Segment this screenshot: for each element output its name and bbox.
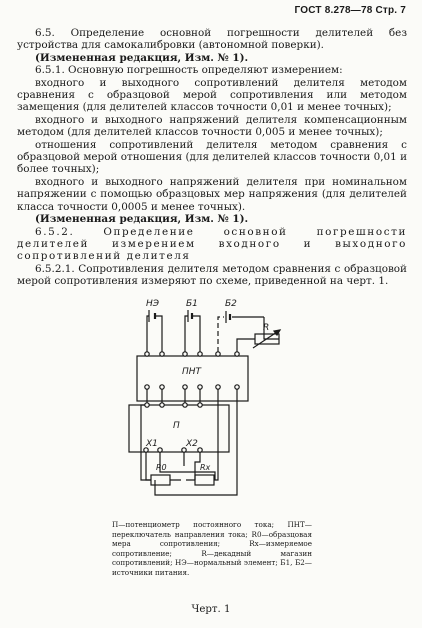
amendment-note-2: (Измененная редакция, Изм. № 1).: [35, 213, 249, 226]
x1-label: Х1: [146, 439, 158, 449]
b1-battery: [185, 310, 200, 352]
rx-label: Rx: [200, 463, 211, 472]
paragraph-6-5-2: 6.5.2. Определение основной погрешности делителей измерением входного и выходного сопротивлений делителя: [17, 225, 407, 263]
paragraph-6-5: 6.5. Определение основной погрешности делителей без устройства для самокалибровки (автономной поверки).: [17, 27, 407, 52]
pnt-bottom-terminals: [145, 385, 239, 389]
b1-label: Б1: [186, 299, 198, 309]
r-label: R: [263, 323, 270, 333]
figure-caption: П—потенциометр постоянного тока; ПНТ—переключатель направления тока; R0—образцовая мера сопротивления; Rx—измеряемое сопротивление; R—декадный магазин сопротивлений; НЭ—нормальный элемент; Б1, Б2—источники питания.: [112, 520, 312, 577]
x2-label: Х2: [186, 439, 198, 449]
item-resistance: входного и выходного сопротивлений делителя методом сравнения с образцовой мерой сопротивления или методом замещения (для делителей классов точности 0,01 и менее точных);: [17, 76, 407, 114]
pnt-label: ПНТ: [182, 367, 202, 377]
b2-circuit: [218, 311, 280, 352]
b2-label: Б2: [225, 299, 237, 309]
rx-resistor: [195, 475, 214, 485]
paragraph-6-5-2-1: 6.5.2.1. Сопротивления делителя методом сравнения с образцовой мерой сопротивления измеряют по схеме, приведенной на черт. 1.: [17, 262, 407, 288]
item-ratio: отношения сопротивлений делителя методом сравнения с образцовой мерой отношения (для делителей классов точности 0,01 и более точных);: [17, 138, 407, 176]
item-voltage: входного и выходного напряжений делителя при номинальном напряжении с помощью образцовых мер напряжения (для делителей класса точности 0,0005 и менее точных).: [17, 175, 407, 213]
paragraph-6-5-1: 6.5.1. Основную погрешность определяют измерением:: [35, 64, 343, 77]
amendment-note-1: (Измененная редакция, Изм. № 1).: [35, 51, 249, 64]
pnt-box: [137, 356, 248, 401]
ne-cell: [147, 310, 162, 352]
p-label: П: [173, 421, 180, 431]
ne-label: НЭ: [146, 299, 160, 309]
item-compensation: входного и выходного напряжений делителя компенсационным методом (для делителей классов точности 0,005 и менее точных);: [17, 113, 407, 139]
r0-label: R0: [156, 463, 167, 472]
r0-resistor: [151, 475, 170, 485]
figure-label: Черт. 1: [191, 604, 231, 615]
page-header: ГОСТ 8.278—78 Стр. 7: [294, 5, 406, 16]
